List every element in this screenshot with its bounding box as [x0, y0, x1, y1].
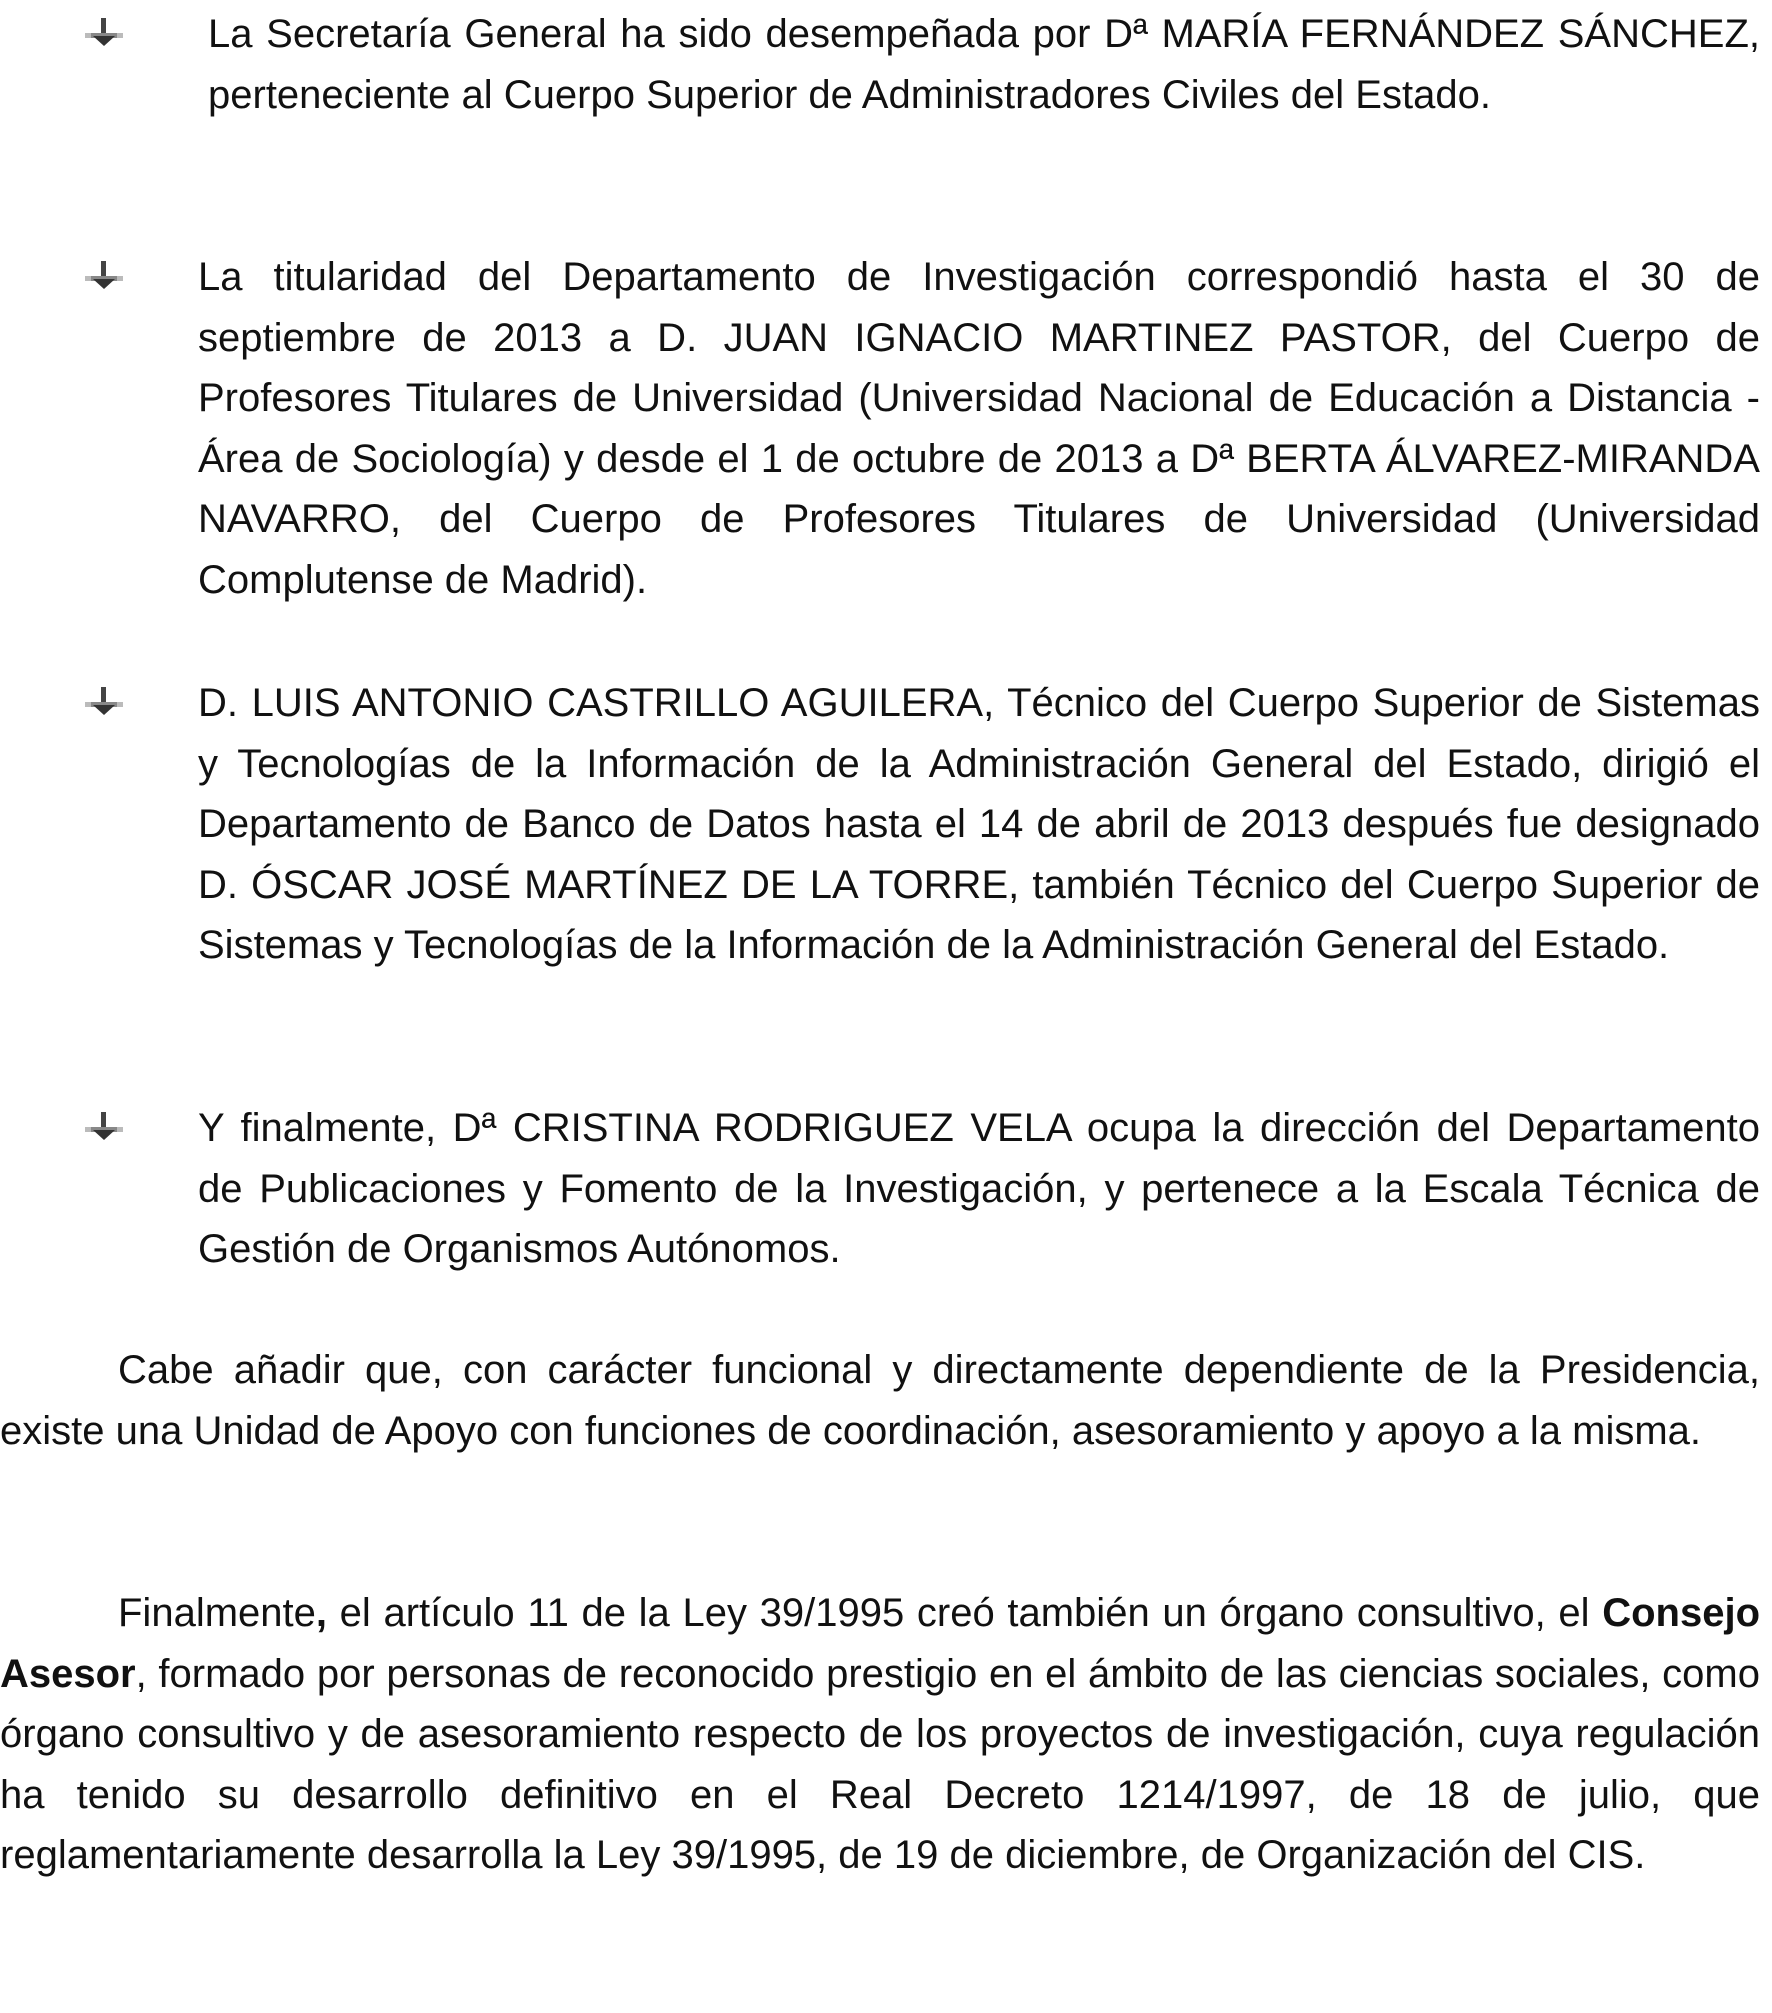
- paragraph-text: , formado por personas de reconocido prestigio en el ámbito de las ciencias sociales, como órgano consultivo y de asesoramiento respecto de los proyectos de investigación, cuya regulación ha tenido su desarrollo definitivo en el Real Decreto 1214/1997, de 18 de julio, que reglamentariamente desarrolla la Ley 39/1995, de 19 de diciembre, de Organización del CIS.: [0, 1651, 1760, 1877]
- paragraph-consejo-asesor: [0, 1583, 1760, 1886]
- arrow-down-bullet-icon: [85, 18, 125, 48]
- arrow-down-bullet-icon: [85, 687, 125, 717]
- bold-term-consejo-asesor: Consejo Asesor: [0, 1591, 1760, 1696]
- arrow-down-bullet-icon: [85, 261, 125, 291]
- paragraph-text: el artículo 11 de la Ley 39/1995 creó también un órgano consultivo, el: [327, 1591, 1603, 1635]
- paragraph-unidad-apoyo: Cabe añadir que, con carácter funcional y directamente dependiente de la Presidencia, existe una Unidad de Apoyo con funciones de coordinación, asesoramiento y apoyo a la misma.: [0, 1348, 1760, 1453]
- bullet-text: Y finalmente, Dª CRISTINA RODRIGUEZ VELA ocupa la dirección del Departamento de Publicaciones y Fomento de la Investigación, y pertenece a la Escala Técnica de Gestión de Organismos Autónomos.: [198, 1106, 1760, 1271]
- bullet-text: D. LUIS ANTONIO CASTRILLO AGUILERA, Técnico del Cuerpo Superior de Sistemas y Tecnologías de la Información de la Administración General del Estado, dirigió el Departamento de Banco de Datos hasta el 14 de abril de 2013 después fue designado D. ÓSCAR JOSÉ MARTÍNEZ DE LA TORRE, también Técnico del Cuerpo Superior de Sistemas y Tecnologías de la Información de la Administración General del Estado.: [198, 681, 1760, 967]
- bold-comma: ,: [315, 1591, 327, 1635]
- arrow-down-bullet-icon: [85, 1112, 125, 1142]
- bullet-text: La Secretaría General ha sido desempeñada por Dª MARÍA FERNÁNDEZ SÁNCHEZ, perteneciente al Cuerpo Superior de Administradores Civiles del Estado.: [208, 12, 1760, 117]
- paragraph-text: Finalmente: [118, 1591, 316, 1635]
- bullet-text: La titularidad del Departamento de Investigación correspondió hasta el 30 de septiembre de 2013 a D. JUAN IGNACIO MARTINEZ PASTOR, del Cuerpo de Profesores Titulares de Universidad (Universidad Nacional de Educación a Distancia - Área de Sociología) y desde el 1 de octubre de 2013 a Dª BERTA ÁLVAREZ-MIRANDA NAVARRO, del Cuerpo de Profesores Titulares de Universidad (Universidad Complutense de Madrid).: [198, 255, 1760, 602]
